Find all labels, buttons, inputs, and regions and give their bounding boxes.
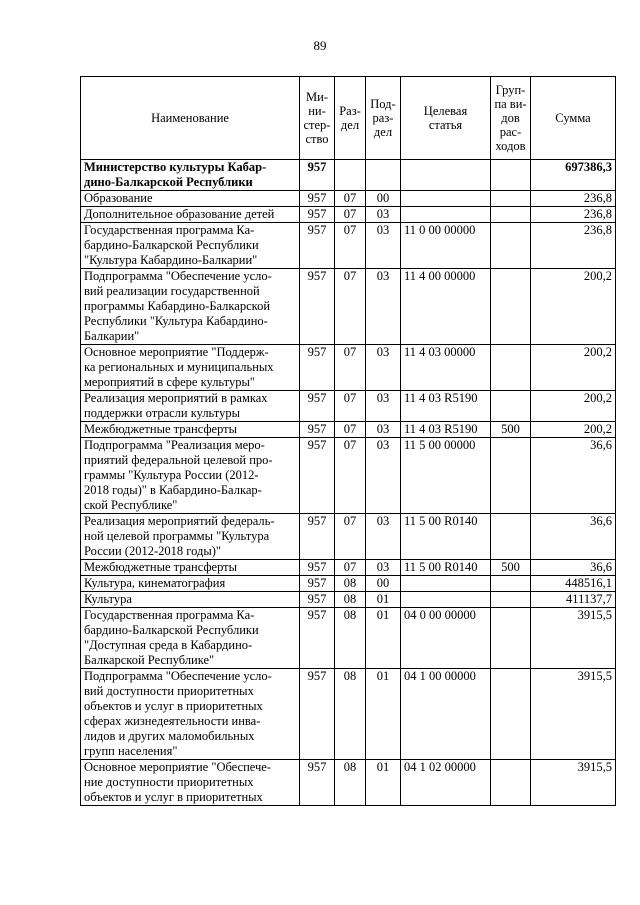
cell-ministry: 957 xyxy=(300,592,335,608)
cell-name: Подпрограмма "Обеспечение усло- вий доступности приоритетных объектов и услуг в приоритетных сферах жизнедеятельности инва- лидов и других маломобильных групп населения" xyxy=(81,669,300,760)
cell-ministry: 957 xyxy=(300,608,335,669)
cell-subsection: 03 xyxy=(366,438,401,514)
header-expense-group xyxy=(491,77,531,160)
cell-ministry: 957 xyxy=(300,560,335,576)
cell-subsection: 01 xyxy=(366,760,401,806)
cell-name: Подпрограмма "Реализация меро- приятий федеральной целевой про- граммы "Культура России (2012- 2018 годы)" в Кабардино-Балкар- ской Республике" xyxy=(81,438,300,514)
cell-subsection: 03 xyxy=(366,514,401,560)
cell-subsection: 01 xyxy=(366,592,401,608)
header-target-text: Целевая статья xyxy=(423,104,468,132)
table-row xyxy=(81,345,616,391)
table-row xyxy=(81,608,616,669)
cell-expense-group: 500 xyxy=(491,560,531,576)
cell-ministry: 957 xyxy=(300,223,335,269)
cell-amount: 36,6 xyxy=(531,438,616,514)
cell-amount: 200,2 xyxy=(531,391,616,422)
cell-subsection: 03 xyxy=(366,560,401,576)
cell-expense-group xyxy=(491,760,531,806)
cell-subsection: 03 xyxy=(366,345,401,391)
cell-name: Культура xyxy=(81,592,300,608)
table-row xyxy=(81,422,616,438)
page-number: 89 xyxy=(313,38,327,53)
cell-section: 08 xyxy=(335,669,366,760)
header-section-text: Раз- дел xyxy=(339,104,361,132)
header-subsection-text: Под- раз- дел xyxy=(370,97,396,139)
cell-expense-group xyxy=(491,608,531,669)
cell-section: 07 xyxy=(335,223,366,269)
cell-target xyxy=(401,592,491,608)
cell-target xyxy=(401,207,491,223)
cell-expense-group xyxy=(491,391,531,422)
cell-subsection: 01 xyxy=(366,608,401,669)
table-row xyxy=(81,560,616,576)
cell-amount: 200,2 xyxy=(531,422,616,438)
cell-amount: 3915,5 xyxy=(531,760,616,806)
cell-section: 07 xyxy=(335,560,366,576)
table-row xyxy=(81,576,616,592)
cell-section: 07 xyxy=(335,514,366,560)
cell-section: 07 xyxy=(335,391,366,422)
cell-name: Основное мероприятие "Поддерж- ка региональных и муниципальных мероприятий в сфере культуры" xyxy=(81,345,300,391)
cell-amount: 236,8 xyxy=(531,191,616,207)
cell-target: 04 1 00 00000 xyxy=(401,669,491,760)
cell-section: 07 xyxy=(335,422,366,438)
table-row xyxy=(81,207,616,223)
cell-target: 11 5 00 00000 xyxy=(401,438,491,514)
cell-amount: 3915,5 xyxy=(531,608,616,669)
cell-section: 07 xyxy=(335,207,366,223)
cell-target xyxy=(401,160,491,191)
cell-expense-group xyxy=(491,345,531,391)
header-ministry xyxy=(300,77,335,160)
cell-amount: 236,8 xyxy=(531,223,616,269)
cell-amount: 200,2 xyxy=(531,269,616,345)
header-amount-text: Сумма xyxy=(555,111,591,125)
cell-expense-group xyxy=(491,223,531,269)
cell-ministry: 957 xyxy=(300,207,335,223)
cell-target: 11 0 00 00000 xyxy=(401,223,491,269)
cell-expense-group xyxy=(491,514,531,560)
cell-target: 11 4 03 00000 xyxy=(401,345,491,391)
header-target xyxy=(401,77,491,160)
cell-section: 08 xyxy=(335,592,366,608)
header-expense-group-text: Груп- па ви- дов рас- ходов xyxy=(494,83,527,153)
cell-ministry: 957 xyxy=(300,391,335,422)
header-row xyxy=(81,77,616,160)
cell-expense-group xyxy=(491,207,531,223)
cell-section: 07 xyxy=(335,269,366,345)
cell-ministry: 957 xyxy=(300,438,335,514)
cell-subsection: 03 xyxy=(366,269,401,345)
header-name-text: Наименование xyxy=(151,111,229,125)
cell-ministry: 957 xyxy=(300,669,335,760)
cell-expense-group xyxy=(491,191,531,207)
cell-target: 04 1 02 00000 xyxy=(401,760,491,806)
cell-target: 11 5 00 R0140 xyxy=(401,560,491,576)
cell-section xyxy=(335,160,366,191)
cell-name: Реализация мероприятий в рамках поддержки отрасли культуры xyxy=(81,391,300,422)
cell-name: Государственная программа Ка- бардино-Балкарской Республики "Доступная среда в Кабардино- Балкарской Республике" xyxy=(81,608,300,669)
cell-expense-group: 500 xyxy=(491,422,531,438)
table-row xyxy=(81,191,616,207)
cell-ministry: 957 xyxy=(300,191,335,207)
cell-name: Дополнительное образование детей xyxy=(81,207,300,223)
table-row xyxy=(81,760,616,806)
cell-amount: 200,2 xyxy=(531,345,616,391)
cell-amount: 36,6 xyxy=(531,514,616,560)
header-section xyxy=(335,77,366,160)
table-row xyxy=(81,514,616,560)
cell-amount: 448516,1 xyxy=(531,576,616,592)
header-name xyxy=(81,77,300,160)
cell-subsection: 03 xyxy=(366,207,401,223)
cell-expense-group xyxy=(491,576,531,592)
cell-section: 08 xyxy=(335,608,366,669)
cell-name: Межбюджетные трансферты xyxy=(81,560,300,576)
cell-target: 11 4 00 00000 xyxy=(401,269,491,345)
cell-subsection: 00 xyxy=(366,576,401,592)
cell-section: 07 xyxy=(335,345,366,391)
cell-target: 11 5 00 R0140 xyxy=(401,514,491,560)
table-row xyxy=(81,269,616,345)
cell-ministry: 957 xyxy=(300,514,335,560)
cell-name: Подпрограмма "Обеспечение усло- вий реализации государственной программы Кабардино-Балкарской Республики "Культура Кабардино- Балкарии" xyxy=(81,269,300,345)
cell-ministry: 957 xyxy=(300,422,335,438)
cell-subsection: 03 xyxy=(366,391,401,422)
cell-section: 08 xyxy=(335,576,366,592)
table-body xyxy=(81,160,616,806)
table-row xyxy=(81,438,616,514)
cell-name: Реализация мероприятий федераль- ной целевой программы "Культура России (2012-2018 годы)" xyxy=(81,514,300,560)
cell-target: 04 0 00 00000 xyxy=(401,608,491,669)
cell-target xyxy=(401,191,491,207)
cell-subsection xyxy=(366,160,401,191)
cell-ministry: 957 xyxy=(300,760,335,806)
cell-amount: 697386,3 xyxy=(531,160,616,191)
cell-amount: 3915,5 xyxy=(531,669,616,760)
cell-name: Образование xyxy=(81,191,300,207)
cell-amount: 36,6 xyxy=(531,560,616,576)
cell-amount: 411137,7 xyxy=(531,592,616,608)
cell-target: 11 4 03 R5190 xyxy=(401,391,491,422)
cell-expense-group xyxy=(491,269,531,345)
cell-amount: 236,8 xyxy=(531,207,616,223)
cell-name: Культура, кинематография xyxy=(81,576,300,592)
cell-section: 07 xyxy=(335,438,366,514)
cell-subsection: 01 xyxy=(366,669,401,760)
cell-subsection: 00 xyxy=(366,191,401,207)
cell-target: 11 4 03 R5190 xyxy=(401,422,491,438)
table-row xyxy=(81,391,616,422)
cell-ministry: 957 xyxy=(300,160,335,191)
cell-name: Государственная программа Ка- бардино-Балкарской Республики "Культура Кабардино-Балкарии" xyxy=(81,223,300,269)
cell-expense-group xyxy=(491,592,531,608)
header-amount xyxy=(531,77,616,160)
cell-target xyxy=(401,576,491,592)
cell-name: Министерство культуры Кабар- дино-Балкарской Республики xyxy=(81,160,300,191)
table-row xyxy=(81,592,616,608)
cell-section: 07 xyxy=(335,191,366,207)
header-ministry-text: Ми- ни- стер- ство xyxy=(303,90,331,146)
cell-ministry: 957 xyxy=(300,345,335,391)
budget-table xyxy=(80,76,616,806)
cell-expense-group xyxy=(491,669,531,760)
cell-name: Межбюджетные трансферты xyxy=(81,422,300,438)
table-row xyxy=(81,160,616,191)
table-row xyxy=(81,223,616,269)
cell-expense-group xyxy=(491,160,531,191)
cell-ministry: 957 xyxy=(300,269,335,345)
table-row xyxy=(81,669,616,760)
cell-name: Основное мероприятие "Обеспече- ние доступности приоритетных объектов и услуг в приоритетных xyxy=(81,760,300,806)
cell-section: 08 xyxy=(335,760,366,806)
header-subsection xyxy=(366,77,401,160)
cell-ministry: 957 xyxy=(300,576,335,592)
cell-subsection: 03 xyxy=(366,422,401,438)
cell-subsection: 03 xyxy=(366,223,401,269)
cell-expense-group xyxy=(491,438,531,514)
